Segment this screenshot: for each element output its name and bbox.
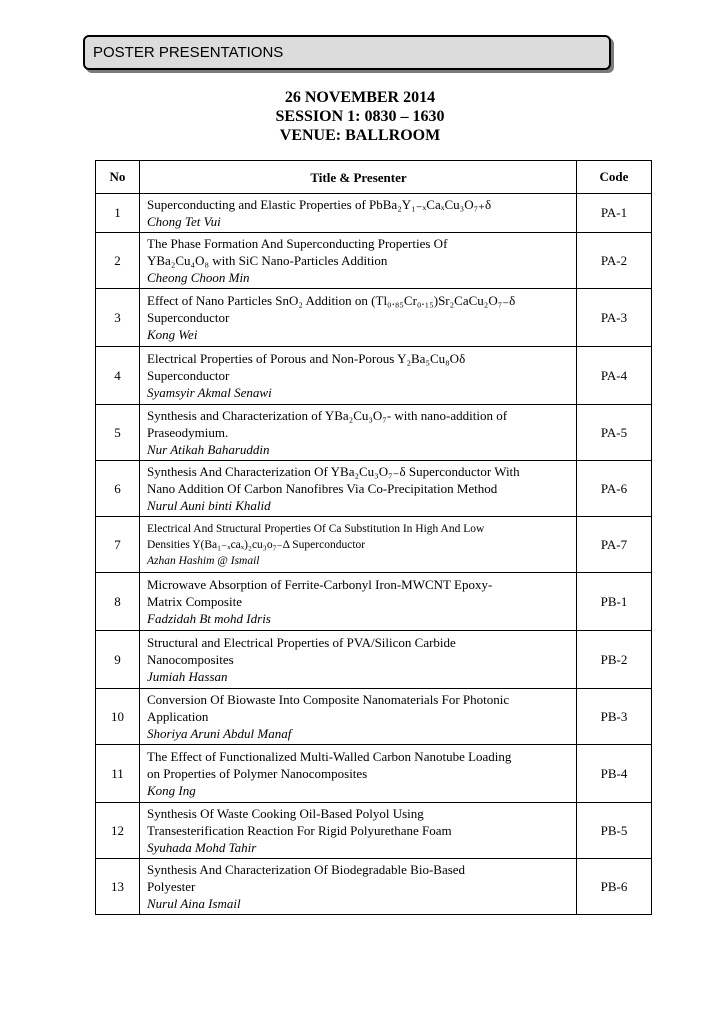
presenter-name: Jumiah Hassan bbox=[147, 669, 228, 684]
poster-title-line: Superconducting and Elastic Properties of PbBa₂Y₁₋ₓCaₓCu₃O₇₊δ bbox=[147, 197, 492, 212]
poster-title-line: Synthesis And Characterization Of Biodegradable Bio-Based bbox=[147, 862, 466, 877]
column-header-code: Code bbox=[577, 161, 652, 194]
row-number: 8 bbox=[96, 573, 140, 631]
poster-title-line: on Properties of Polymer Nanocomposites bbox=[147, 766, 368, 781]
poster-title-line: Superconductor bbox=[147, 310, 230, 325]
row-number: 2 bbox=[96, 233, 140, 289]
row-number: 3 bbox=[96, 289, 140, 347]
row-number: 1 bbox=[96, 194, 140, 233]
poster-code: PA-3 bbox=[577, 289, 652, 347]
presenter-name: Kong Ing bbox=[147, 783, 196, 798]
presenter-name: Nurul Aina Ismail bbox=[147, 896, 241, 911]
row-title-presenter bbox=[140, 289, 577, 347]
presenter-name: Fadzidah Bt mohd Idris bbox=[147, 611, 271, 626]
table-row bbox=[96, 405, 652, 461]
row-title-presenter bbox=[140, 233, 577, 289]
presenter-name: Azhan Hashim @ Ismail bbox=[147, 554, 260, 567]
poster-title-line: Effect of Nano Particles SnO₂ Addition on (Tl₀.₈₅Cr₀.₁₅)Sr₂CaCu₂O₇₋δ bbox=[147, 293, 516, 308]
row-title-presenter bbox=[140, 803, 577, 859]
row-number: 12 bbox=[96, 803, 140, 859]
poster-title-line: Electrical And Structural Properties Of Ca Substitution In High And Low bbox=[147, 522, 485, 535]
poster-title-line: Microwave Absorption of Ferrite-Carbonyl Iron-MWCNT Epoxy- bbox=[147, 577, 493, 592]
poster-code: PA-5 bbox=[577, 405, 652, 461]
table-row bbox=[96, 347, 652, 405]
poster-title-line: Nano Addition Of Carbon Nanofibres Via Co-Precipitation Method bbox=[147, 481, 498, 496]
presenter-name: Nurul Auni binti Khalid bbox=[147, 498, 271, 513]
poster-code: PA-7 bbox=[577, 517, 652, 573]
poster-title-line: Densities Y(Ba₁₋ₓcaₓ)₂cu₃o₇₋Δ Superconductor bbox=[147, 538, 366, 551]
row-number: 10 bbox=[96, 689, 140, 745]
row-number: 6 bbox=[96, 461, 140, 517]
poster-code: PB-5 bbox=[577, 803, 652, 859]
row-title-presenter bbox=[140, 573, 577, 631]
poster-title-line: The Effect of Functionalized Multi-Walled Carbon Nanotube Loading bbox=[147, 749, 512, 764]
table-row bbox=[96, 803, 652, 859]
row-title-presenter bbox=[140, 461, 577, 517]
table-row bbox=[96, 689, 652, 745]
presenter-name: Kong Wei bbox=[147, 327, 198, 342]
poster-title-line: Superconductor bbox=[147, 368, 230, 383]
table-row bbox=[96, 289, 652, 347]
presenter-name: Nur Atikah Baharuddin bbox=[147, 442, 270, 457]
row-number: 9 bbox=[96, 631, 140, 689]
poster-title-line: Electrical Properties of Porous and Non-Porous Y₂Ba₅Cu₈Oδ bbox=[147, 351, 466, 366]
table-row bbox=[96, 233, 652, 289]
row-number: 4 bbox=[96, 347, 140, 405]
table-row bbox=[96, 573, 652, 631]
column-header-no: No bbox=[96, 161, 140, 194]
poster-title-line: Matrix Composite bbox=[147, 594, 242, 609]
row-number: 11 bbox=[96, 745, 140, 803]
poster-code: PB-6 bbox=[577, 859, 652, 915]
poster-code: PA-2 bbox=[577, 233, 652, 289]
poster-title-line: Synthesis Of Waste Cooking Oil-Based Polyol Using bbox=[147, 806, 424, 821]
poster-code: PB-2 bbox=[577, 631, 652, 689]
row-number: 5 bbox=[96, 405, 140, 461]
poster-title-line: Synthesis and Characterization of YBa₂Cu₃O₇- with nano-addition of bbox=[147, 408, 508, 423]
poster-title-line: YBa₂Cu₄O₈ with SiC Nano-Particles Addition bbox=[147, 253, 388, 268]
row-number: 13 bbox=[96, 859, 140, 915]
poster-title-line: Transesterification Reaction For Rigid Polyurethane Foam bbox=[147, 823, 452, 838]
presenter-name: Syuhada Mohd Tahir bbox=[147, 840, 257, 855]
poster-schedule-table bbox=[95, 160, 652, 915]
row-number: 7 bbox=[96, 517, 140, 573]
row-title-presenter bbox=[140, 517, 577, 573]
table-row bbox=[96, 517, 652, 573]
table-row bbox=[96, 859, 652, 915]
table-row bbox=[96, 194, 652, 233]
poster-title-line: Polyester bbox=[147, 879, 196, 894]
row-title-presenter bbox=[140, 194, 577, 233]
session-venue: VENUE: BALLROOM bbox=[279, 127, 441, 144]
session-date: 26 NOVEMBER 2014 bbox=[284, 89, 436, 106]
poster-title-line: The Phase Formation And Superconducting Properties Of bbox=[147, 236, 448, 251]
presenter-name: Syamsyir Akmal Senawi bbox=[147, 385, 272, 400]
table-row bbox=[96, 631, 652, 689]
presenter-name: Shoriya Aruni Abdul Manaf bbox=[147, 726, 292, 741]
poster-code: PB-1 bbox=[577, 573, 652, 631]
row-title-presenter bbox=[140, 405, 577, 461]
section-banner: POSTER PRESENTATIONS bbox=[83, 35, 611, 70]
column-header-title: Title & Presenter bbox=[140, 161, 577, 194]
poster-code: PA-6 bbox=[577, 461, 652, 517]
poster-title-line: Praseodymium. bbox=[147, 425, 229, 440]
table-header-row bbox=[96, 161, 652, 194]
poster-code: PA-4 bbox=[577, 347, 652, 405]
poster-code: PB-4 bbox=[577, 745, 652, 803]
poster-title-line: Nanocomposites bbox=[147, 652, 234, 667]
poster-title-line: Structural and Electrical Properties of PVA/Silicon Carbide bbox=[147, 635, 456, 650]
presenter-name: Chong Tet Vui bbox=[147, 214, 221, 229]
row-title-presenter bbox=[140, 347, 577, 405]
poster-code: PA-1 bbox=[577, 194, 652, 233]
row-title-presenter bbox=[140, 631, 577, 689]
table-row bbox=[96, 461, 652, 517]
table-row bbox=[96, 745, 652, 803]
row-title-presenter bbox=[140, 745, 577, 803]
row-title-presenter bbox=[140, 859, 577, 915]
poster-title-line: Synthesis And Characterization Of YBa₂Cu₃O₇₋δ Superconductor With bbox=[147, 464, 520, 479]
row-title-presenter bbox=[140, 689, 577, 745]
poster-code: PB-3 bbox=[577, 689, 652, 745]
session-time: SESSION 1: 0830 – 1630 bbox=[275, 108, 445, 125]
presenter-name: Cheong Choon Min bbox=[147, 270, 250, 285]
poster-title-line: Conversion Of Biowaste Into Composite Nanomaterials For Photonic bbox=[147, 692, 510, 707]
poster-title-line: Application bbox=[147, 709, 209, 724]
